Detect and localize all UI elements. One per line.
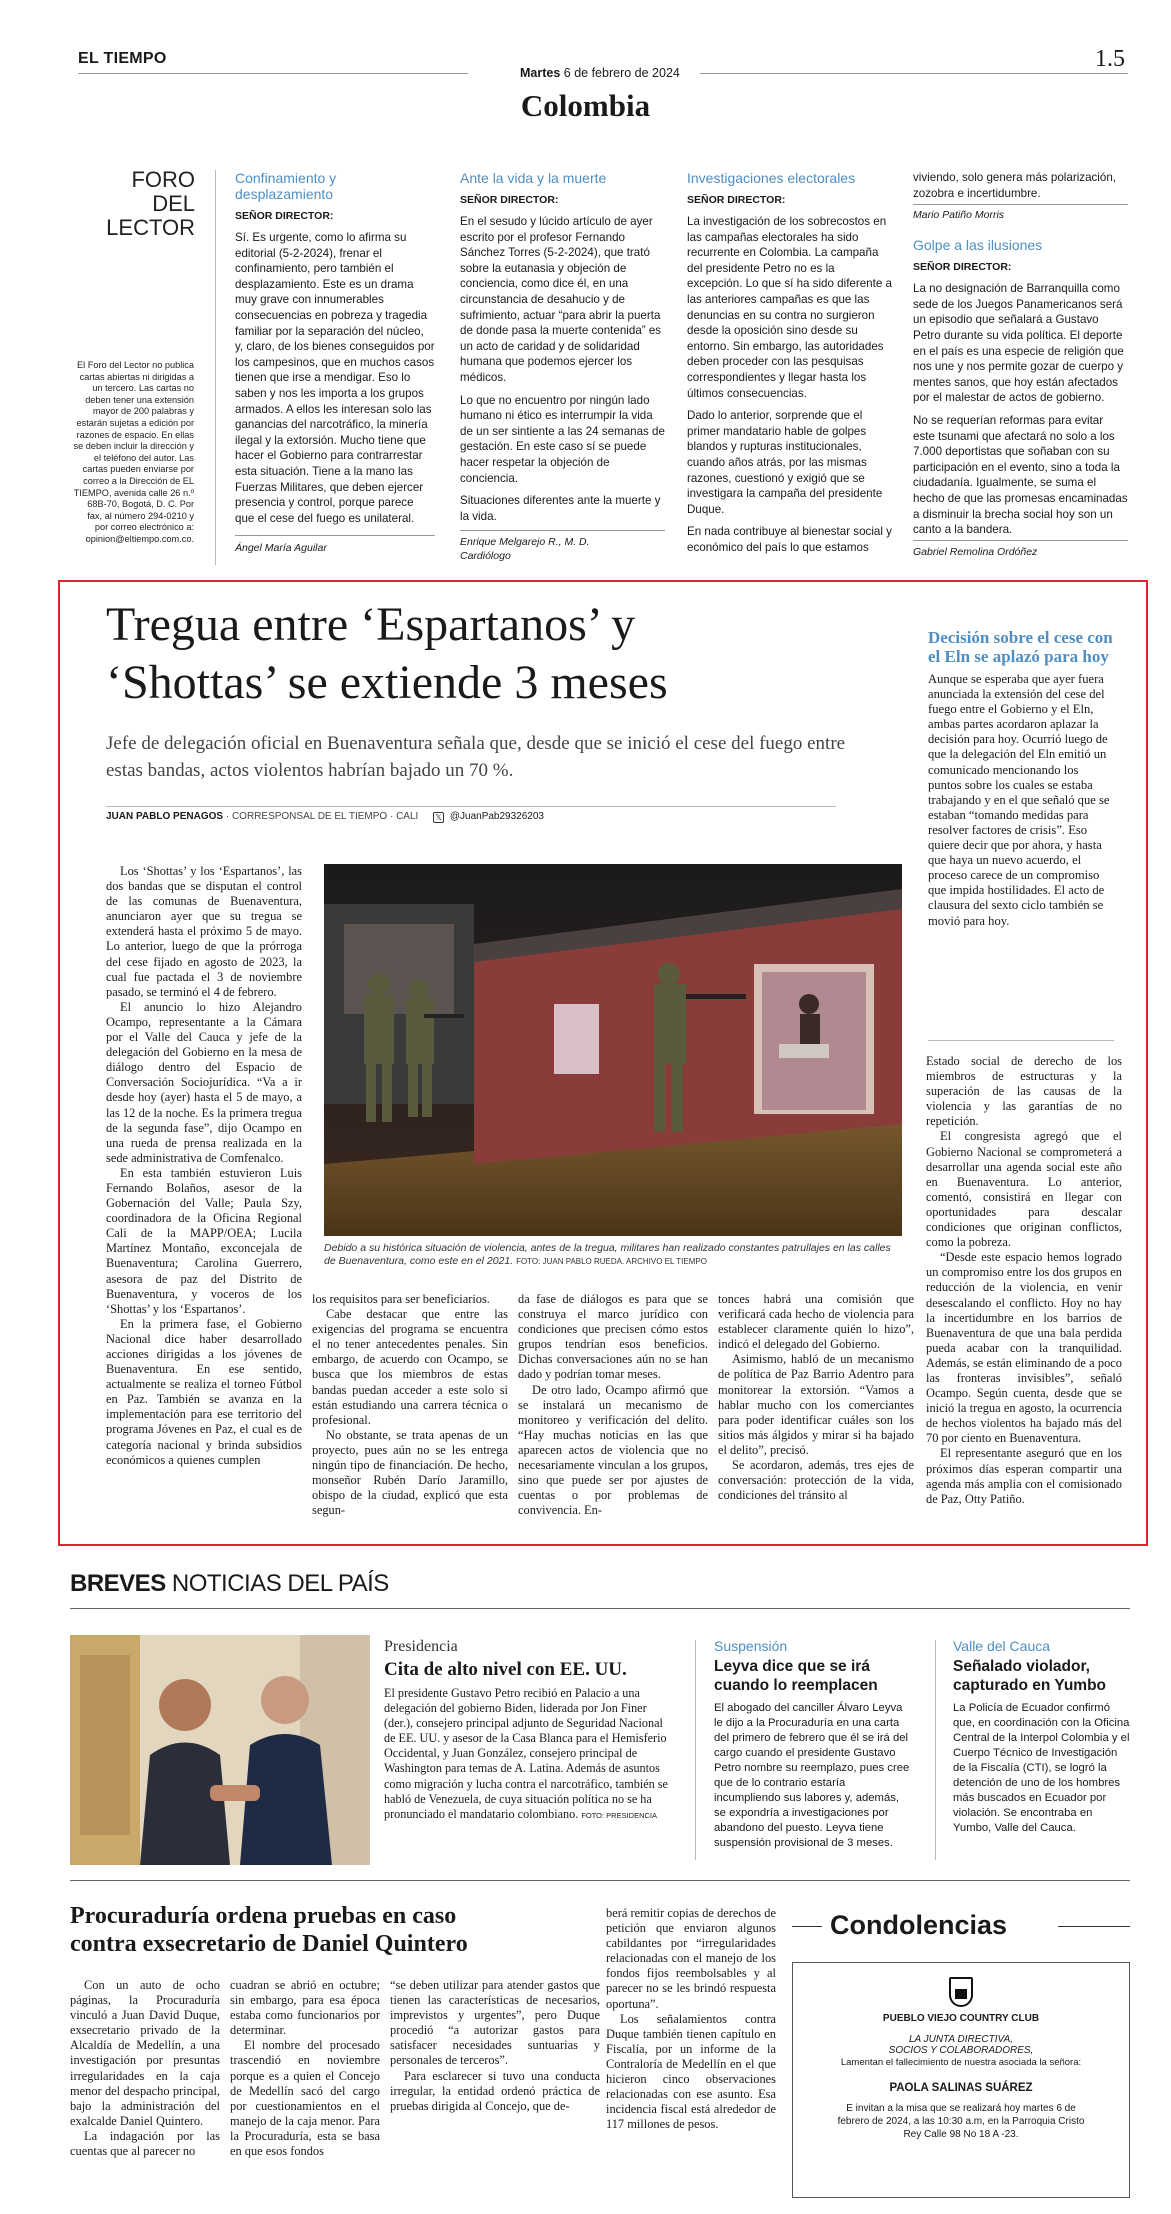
foro-note: El Foro del Lector no publica cartas abiertas ni dirigidas a un tercero. Las cartas no deben tener una extensión mayor de 200 palabras y estarán sujetas a edición por razones de espacio. En ellas se deben incluir la dirección y el teléfono del autor. Las cartas pueden enviarse por correo a la Dirección de EL TIEMPO, avenida calle 26 n.º 68B-70, Bogotá, D. C. Por fax, al número 294-0210 y por correo electrónico a: opinion@eltiempo.com.co.: [73, 360, 194, 544]
article-column-5: Estado social de derecho de los miembros de estructuras y la superación de las causas de la violencia y las garantías de no repetición. El congresista agregó que el Gobierno Nacional se comprometerá a desarrollar una agenda social este año en Buenaventura. Lo anterior, comentó, consistirá en llegar con oportunidades para descalar condiciones que originan conflictos, como la pobreza. “Desde este espacio hemos logrado un compromiso entre los dos grupos en reducción de la violencia, en venir desescalando el conflicto. Hoy no hay la incertidumbre en los barrios de Buenaventura de que una bala perdida pueda acabar con la tranquilidad. Además, se están eliminando de a poco las fronteras invisibles”, señaló Ocampo. Según cuenta, desde que se inició la tregua en agosto, la ocurrencia de hechos violentos ha bajado más del 70 por ciento en Buenaventura. El representante aseguró que en los próximos días esperan compartir una agenda más amplia con el comisionado de Paz, Otty Patiño.: [926, 1054, 1122, 1506]
brief-valle: [953, 1638, 1131, 1836]
article-column-2: los requisitos para ser beneficiarios. Cabe destacar que entre las exigencias del programa se encuentra el no tener antecedentes penales. Sin embargo, de acuerdo con Ocampo, se busca que los miembros de estas bandas puedan acceder a este solo si están estudiando una carrera técnica o profesional. No obstante, se trata apenas de un proyecto, pues aún no se les entrega ningún tipo de financiación. De hecho, monseñor Rubén Darío Jaramillo, obispo de la ciudad, explicó que esta segun-: [312, 1292, 508, 1518]
condolencias-box: PUEBLO VIEJO COUNTRY CLUB LA JUNTA DIRECTIVA, SOCIOS Y COLABORADORES, Lamentan el fallecimiento de nuestra asociada la señora: PAOLA SALINAS SUÁREZ E invitan a la misa que se realizará hoy martes 6 de febrero de 2024, a las 10:30 a.m, en la Parroquia Cristo Rey Calle 98 No 18 A -23.: [792, 1962, 1130, 2198]
foro-divider: [215, 170, 216, 565]
letter-2: Ante la vida y la muerte SEÑOR DIRECTOR: En el sesudo y lúcido artículo de ayer escrito por el profesor Fernando Sánchez Torres (5-2-2024), que trató sobre la eutanasia y objeción de conciencia, como dice él, en una circunstancia de desahucio y de sufrimiento, actuar “para abrir la puerta de donde pasa la muerte contenida” es un acto de caridad y de solidaridad humana que podemos ejercer los médicos. Lo que no encuentro por ningún lado humano ni ético es interrumpir la vida de un ser sintiente a las 24 semanas de gestación. En este caso sí se puede hacer respetar la objeción de conciencia. Situaciones diferentes ante la muerte y la vida.: [460, 170, 665, 523]
letter-title: Golpe a las ilusiones: [913, 237, 1043, 254]
brief-title: Señalado violador, capturado en Yumbo: [953, 1658, 1107, 1694]
condolencias-rule-right: [1058, 1926, 1130, 1927]
letter-3: Investigaciones electorales SEÑOR DIRECTOR: La investigación de los sobrecostos en las campañas electorales ha sido recurrente en Colombia. La campaña del presidente Petro no es la excepción. Lo que sí ha sido diferente a las anteriores campañas es que las denuncias en su contra no surgieron desde la oposición sino desde su entorno. Sin embargo, las autoridades deben proceder con las pesquisas correspondientes y llegar hasta los últimos consecuencias. Dado lo anterior, sorprende que el primer mandatario hable de golpes blandos y rupturas institucionales, cuando años atrás, por las mismas razones, cuestionó y exigió que se investigara la campaña del presidente Duque. En nada contribuye al bienestar social y económico del país lo que estamos: [687, 170, 892, 554]
procuraduria-column-3: “se deben utilizar para atender gastos que tienen las características de necesarios, imprevistos y urgentes”, pero Duque procedió “a autorizar gastos para satisfacer necesidades suntuarias y personales de terceros”. Para esclarecer si tuvo una conducta irregular, la entidad ordenó práctica de pruebas dirigida al Concejo, que de-: [390, 1978, 600, 2113]
brief-divider: [695, 1640, 696, 1860]
breves-photo: [70, 1635, 370, 1865]
page-number: 1.5: [1095, 46, 1125, 72]
section-rule: [70, 1880, 1130, 1881]
brand: EL TIEMPO: [78, 50, 167, 67]
letter-1: Confinamiento y desplazamiento SEÑOR DIRECTOR: Sí. Es urgente, como lo afirma su editorial (5-2-2024), frenar el confinamiento, pero también el desplazamiento. Este es un drama muy grave con innumerables consecuencias en pobreza y tragedia familiar por la separación del núcleo, y, claro, de los bienes conseguidos por los campesinos, que en muchos casos tienen que irse a mendigar. Eso lo saben y nos les importa a los grupos armados. A ellos les interesan solo las ganancias del narcotráfico, la minería ilegal y la extorsión. Mucho tiene que hacer el Gobierno para contrarrestar esta situación. Tiene a la mano las Fuerzas Militares, que deben ejercer presencia y control, porque parece que el cese del fuego es unilateral.: [235, 170, 435, 525]
byline-rule: [106, 806, 836, 807]
handshake-photo: [70, 1635, 370, 1865]
deceased-name: PAOLA SALINAS SUÁREZ: [889, 2082, 1033, 2094]
article-headline: Tregua entre ‘Espartanos’ y ‘Shottas’ se extiende 3 meses: [106, 598, 668, 709]
article-photo: [324, 864, 902, 1236]
soldiers-patrol-photo: [324, 864, 902, 1236]
procuraduria-column-1: Con un auto de ocho páginas, la Procuraduría vinculó a Juan David Duque, exsecretario privado de la Alcaldía de Medellín, a una investigación por presuntas irregularidades en la caja menor del despacho principal, bajo la administración del exalcalde Daniel Quintero. La indagación por las cuentas que al parecer no: [70, 1978, 220, 2159]
greeting: SEÑOR DIRECTOR:: [687, 194, 786, 206]
brief-kicker: Suspensión: [714, 1638, 788, 1654]
x-icon: 𝕏: [433, 812, 444, 823]
masthead-date: Martes 6 de febrero de 2024: [520, 66, 680, 80]
section-title: Colombia: [520, 88, 651, 123]
procuraduria-column-4: berá remitir copias de derechos de petición que enviaron algunos cabildantes por “irregularidades relacionadas con el manejo de los fondos fijos reembolsables y al parecer no se les brindó respuesta oportuna”. Los señalamientos contra Duque también tienen capítulo en Fiscalía, por un informe de la Contraloría de Medellín en el que hicieron cinco observaciones relacionadas con ese asunto. Esa incidencia fiscal está alrededor de 117 millones de pesos.: [606, 1906, 776, 2132]
brief-kicker: Presidencia: [384, 1638, 458, 1655]
brief-divider: [935, 1640, 936, 1860]
condolencias-title: Condolencias: [830, 1910, 1008, 1940]
brief-suspension: [714, 1638, 914, 1851]
breves-header: BREVES NOTICIAS DEL PAÍS: [70, 1570, 389, 1597]
letter-signature: Enrique Melgarejo R., M. D.: [460, 536, 590, 548]
procuraduria-headline: Procuraduría ordena pruebas en caso contra exsecretario de Daniel Quintero: [70, 1903, 468, 1957]
masthead-rule-left: [78, 73, 468, 74]
letter-4: viviendo, solo genera más polarización, zozobra e incertidumbre. Mario Patiño Morris Golpe a las ilusiones SEÑOR DIRECTOR: La no designación de Barranquilla como sede de los Juegos Panamericanos será un episodio que señalará a Gustavo Petro durante su vida política. El deporte en el país es una especie de religión que nos une y nos permite gozar de cuerpo y mentes sanos, que hoy están afectados por el malestar de actos de gobierno. No se requerían reformas para evitar este tsunami que afectará no solo a los 7.000 deportistas que soñaban con su participación en el evento, sino a toda la ciudadanía. Igualmente, se suma el hecho de que las promesas encaminadas a disminuir la brecha social hoy son un canto a la bandera.: [913, 171, 1128, 537]
letter-title: Investigaciones electorales: [687, 170, 856, 186]
letter-signature: Ángel María Aguilar: [235, 542, 327, 554]
foro-title: FORO DEL LECTOR: [106, 167, 195, 240]
brief-title: Leyva dice que se irá cuando lo reemplacen: [714, 1658, 878, 1694]
greeting: SEÑOR DIRECTOR:: [913, 261, 1012, 274]
brief-text: El abogado del canciller Álvaro Leyva le dijo a la Procuraduría en una carta del primero de febrero que él se irá del cargo cuando el presidente Gustavo Petro nombre su reemplazo, pues cree que de lo contrario estaría incumpliendo sus labores y, además, se expondría a investigaciones por abandono del puesto. Leyva tiene suspensión provisional de 3 meses.: [714, 1702, 910, 1849]
letter-title: Ante la vida y la muerte: [460, 170, 607, 186]
photo-caption: Debido a su histórica situación de violencia, antes de la tregua, militares han realizado constantes patrullajes en las calles de Buenaventura, como este en el 2021. FOTO: JUAN PABLO RUEDA. ARCHIVO EL TIEMPO: [324, 1242, 891, 1267]
procuraduria-column-2: cuadran se abrió en octubre; sin embargo, para esa época estaba como funcionarios por determinar. El nombre del procesado trascendió en noviembre porque es a quien el Concejo de Medellín sacó del cargo por cuestionamientos en el manejo de la caja menor. Para la Procuraduría, esta se basa en que esos fondos: [230, 1978, 380, 2159]
letter-divider: [235, 535, 435, 536]
letter-divider: [913, 540, 1128, 541]
condolencias-rule-left: [792, 1926, 822, 1927]
brief-presidencia: Presidencia Cita de alto nivel con EE. UU. El presidente Gustavo Petro recibió en Palacio a una delegación del gobierno Biden, liderada por Jon Finer (der.), consejero principal adjunto de Seguridad Nacional de EE. UU. y asesor de la Casa Blanca para el Hemisferio Occidental, y Juan González, consejero principal de Washington para temas de A. Latina. Además de asuntos como migración y lucha contra el narcotráfico, también se habló de Venezuela, de cuya situación política no se ha pronunciado el mandatario colombiano. FOTO: PRESIDENCIA: [384, 1638, 674, 1823]
greeting: SEÑOR DIRECTOR:: [235, 210, 334, 222]
sidebar-rule: [928, 1040, 1114, 1041]
club-crest-icon: [949, 1977, 973, 2007]
sidebar-text: Aunque se esperaba que ayer fuera anunciada la extensión del cese del fuego entre el Gobierno y el Eln, ambas partes acordaron aplazar la decisión para hoy. Ocurrió luego de que la delegación del Eln emitió un comunicado mencionando los puntos sobre los cuales se estaba trabajando y en el que señaló que se estaban “tomando medidas para resolver factores de crisis”. Eso quiere decir que por ahora, y hasta que haya un nuevo acuerdo, el proceso carece de un compromiso que impida hostilidades. El acto de clausura del sexto ciclo también se movió para hoy.: [928, 672, 1110, 928]
breves-rule: [70, 1608, 1130, 1609]
brief-text: La Policía de Ecuador confirmó que, en coordinación con la Oficina Central de la Interpol Colombia y el Cuerpo Técnico de Investigación de la Fiscalía (CTI), se logró la detención de uno de los hombres más buscados en Ecuador por violación. Se encontraba en Yumbo, Valle del Cauca.: [953, 1702, 1130, 1834]
letter-signature: Gabriel Remolina Ordóñez: [913, 546, 1038, 558]
letter-signature-role: Cardiólogo: [460, 550, 511, 562]
article-column-1: Los ‘Shottas’ y los ‘Espartanos’, las dos bandas que se disputan el control de las comunas de Buenaventura, anunciaron ayer que su tregua se extenderá hasta el próximo 5 de mayo. Lo anterior, luego de que la prórroga del cese fijado en agosto de 2023, la cual fue pactada el 3 de noviembre pasado, se terminó el 4 de febrero. El anuncio lo hizo Alejandro Ocampo, representante a la Cámara por el Valle del Cauca y jefe de la delegación del Gobierno en la mesa de diálogo dentro del Espacio de Conversación Sociojurídica. “Va a ir desde hoy (ayer) hasta el 5 de mayo, a las 12 de la noche. Es la primera tregua de la segunda fase”, dijo Ocampo en una rueda de prensa realizada en la sede administrativa de Comfenalco. En esta también estuvieron Luis Fernando Bolaños, asesor de la Gobernación del Valle; Paula Szy, coordinadora de la Oficina Regional Cali de la MAPP/OEA; Lucila Martínez Montaño, exconcejala de Buenaventura; Carolina Guerrero, asesora de paz del Distrito de Buenaventura, y voceros de los ‘Shottas’ y los ‘Espartanos’. En la primera fase, el Gobierno Nacional dice haber desarrollado acciones dirigidas a los jóvenes de Buenaventura. En ese sentido, actualmente se realiza el torneo Fútbol en Paz. También se avanza en la implementación para ese territorio del programa Jóvenes en Paz, el cual es de categoría nacional y brinda subsidios económicos a quienes cumplen: [106, 864, 302, 1467]
brief-title: Cita de alto nivel con EE. UU.: [384, 1659, 627, 1680]
club-name: PUEBLO VIEJO COUNTRY CLUB: [882, 2013, 1040, 2024]
letter-divider: [460, 530, 665, 531]
article-column-3: da fase de diálogos es para que se construya el marco jurídico con condiciones que precisen cómo estos grupos tendrían esos beneficios. Dichas conversaciones aún no se han dado y podrían tomar meses. De otro lado, Ocampo afirmó que se instalará un mecanismo de monitoreo y verificación del delito. “Hay muchas noticias en las que aparecen actos de violencia que no necesariamente vinculan a los grupos, sino que puede ser por ajustes de cuentas o por problemas de convivencia. En-: [518, 1292, 708, 1518]
article-dek: Jefe de delegación oficial en Buenaventura señala que, desde que se inició el cese del fuego entre estas bandas, actos violentos habrían bajado un 70 %.: [106, 733, 846, 781]
letter-title: Confinamiento y desplazamiento: [235, 170, 337, 202]
masthead-rule-right: [700, 73, 1128, 74]
greeting: SEÑOR DIRECTOR:: [460, 194, 559, 206]
brief-kicker: Valle del Cauca: [953, 1638, 1051, 1654]
sidebar-eln: [928, 628, 1114, 929]
byline: JUAN PABLO PENAGOS · CORRESPONSAL DE EL TIEMPO · CALI 𝕏 @JuanPab29326203: [106, 811, 544, 822]
article-column-4: tonces habrá una comisión que verificará cada hecho de violencia para establecer claramente quién lo hizo”, indicó el delegado del Gobierno. Asimismo, habló de un mecanismo de política de Paz Barrio Adentro para monitorear la extorsión. “Vamos a hablar mucho con los comerciantes para poder identificar cuáles son los sitios más álgidos y mirar si ha bajado el delito”, precisó. Se acordaron, además, tres ejes de conversación: protección de la vida, condiciones del tránsito al: [718, 1292, 914, 1503]
sidebar-title: Decisión sobre el cese con el Eln se aplazó para hoy: [928, 628, 1113, 666]
